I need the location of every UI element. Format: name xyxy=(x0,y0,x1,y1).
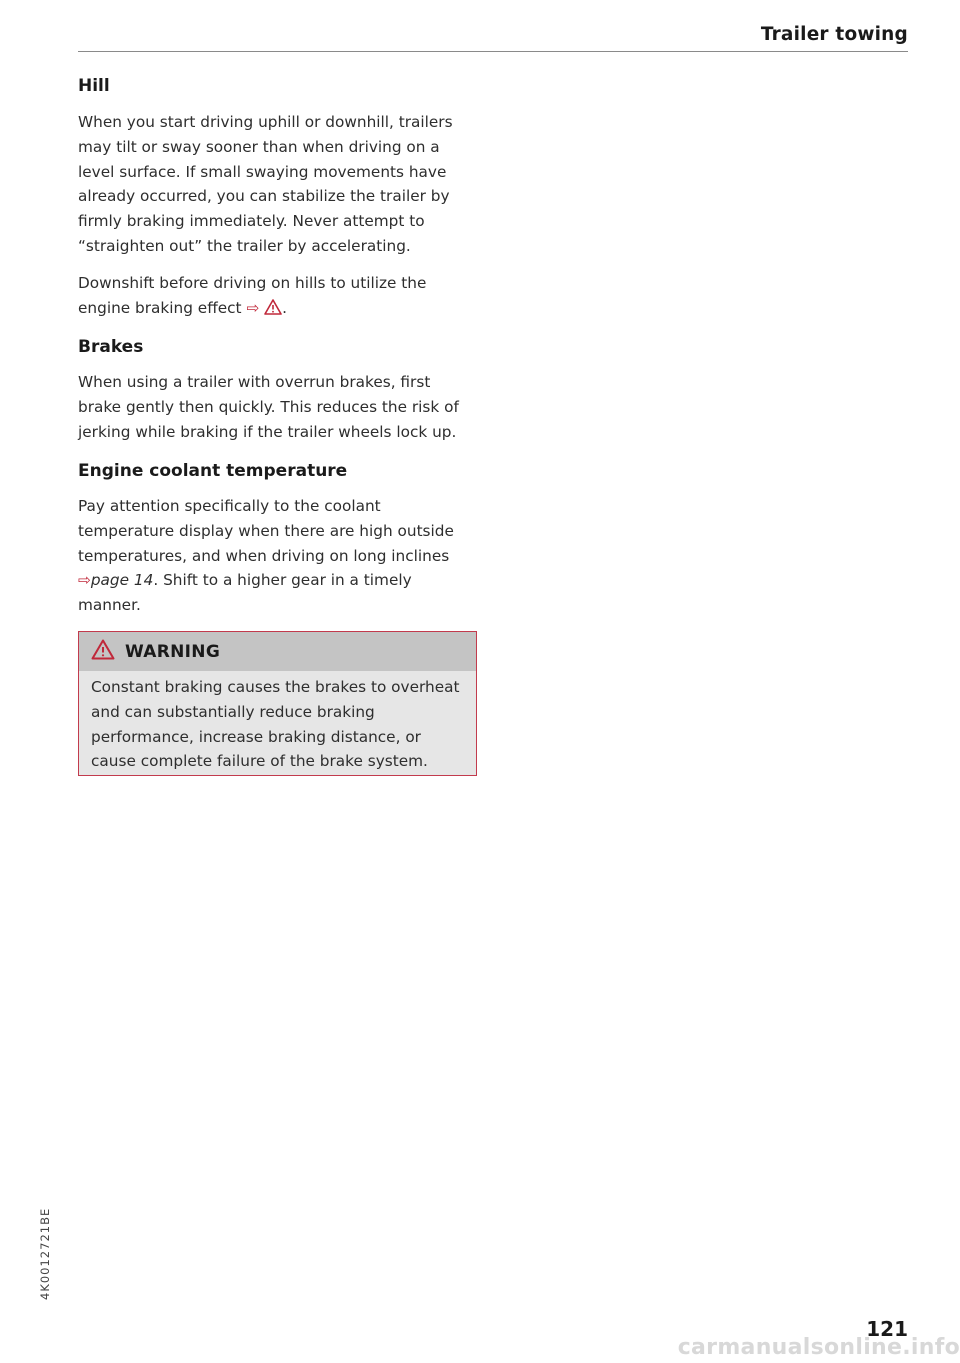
paragraph-coolant xyxy=(78,494,478,618)
arrow-right-icon[interactable]: ⇨ xyxy=(246,298,260,317)
paragraph-hill-1: When you start driving uphill or downhill, trailers may tilt or sway sooner than when driving on a level surface. If small swaying movements have already occurred, you can stabilize the trailer by firmly braking immediately. Never attempt to “straighten out” the trailer by accelerating. xyxy=(78,113,453,255)
paragraph-hill-2-text: Downshift before driving on hills to utilize the engine braking effect xyxy=(78,274,427,317)
paragraph-coolant-start: Pay attention specifically to the coolant temperature display when there are high outside temperatures, and when driving on long inclines xyxy=(78,497,454,565)
heading-hill: Hill xyxy=(78,76,110,96)
warning-header xyxy=(79,632,476,671)
section-title: Trailer towing xyxy=(760,24,908,45)
watermark: carmanualsonline.info xyxy=(677,1335,960,1360)
paragraph-brakes: When using a trailer with overrun brakes, first brake gently then quickly. This reduces the risk of jerking while braking if the trailer wheels lock up. xyxy=(78,373,459,441)
document-code: 4K0012721BE xyxy=(38,1207,52,1300)
warning-box xyxy=(78,631,477,776)
heading-brakes: Brakes xyxy=(78,337,144,357)
heading-engine-coolant: Engine coolant temperature xyxy=(78,461,348,481)
paragraph-hill-2 xyxy=(78,271,478,323)
warning-triangle-icon xyxy=(91,639,115,664)
warning-text: Constant braking causes the brakes to overheat and can substantially reduce braking performance, increase braking distance, or cause complete failure of the brake system. xyxy=(91,678,460,771)
arrow-right-icon[interactable]: ⇨ xyxy=(78,571,91,590)
warning-triangle-icon[interactable] xyxy=(264,298,282,323)
warning-label: WARNING xyxy=(125,641,221,662)
page-number: 121 xyxy=(866,1317,908,1341)
paragraph-hill-2-end: . xyxy=(282,298,288,317)
paragraph-coolant-end: . Shift to a higher gear in a timely manner. xyxy=(78,571,412,615)
header-rule xyxy=(78,51,908,52)
page-reference-link[interactable]: page 14 xyxy=(90,571,154,590)
